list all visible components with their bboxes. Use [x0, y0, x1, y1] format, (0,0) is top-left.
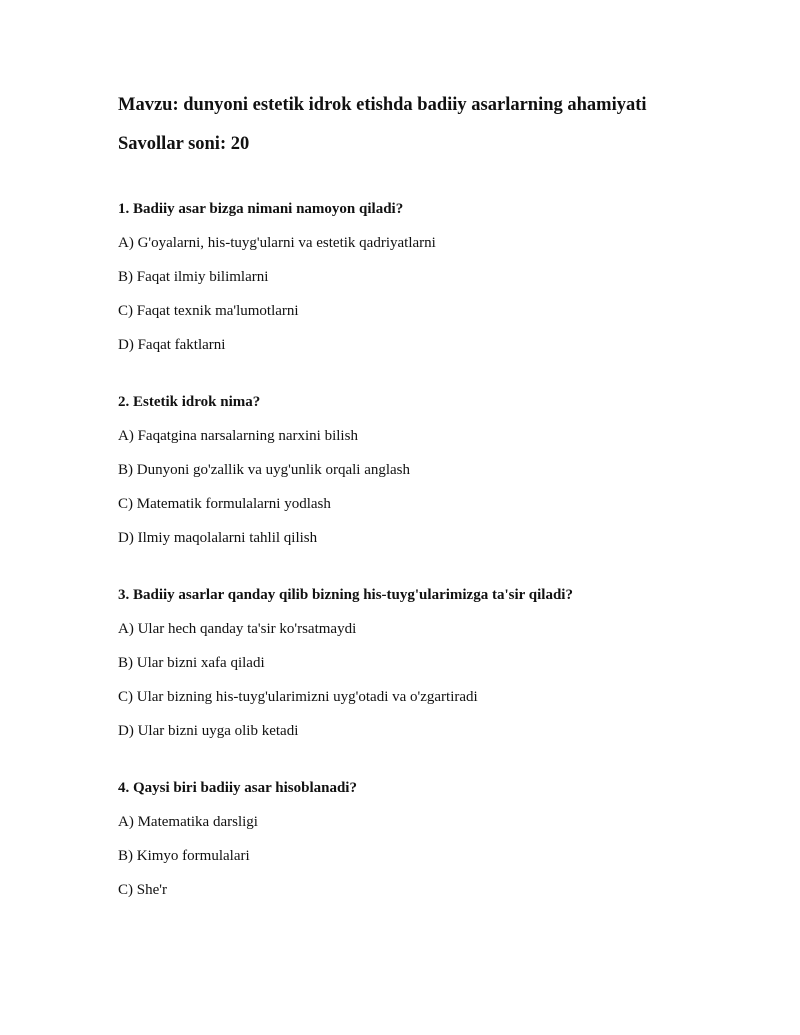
question-count: Savollar soni: 20	[118, 134, 250, 154]
question-1	[118, 199, 758, 355]
answer-option-b: B) Ular bizni xafa qiladi	[118, 655, 265, 671]
question-text: 3. Badiiy asarlar qanday qilib bizning his-tuyg'ularimizga ta'sir qiladi?	[118, 587, 573, 603]
answer-option-a: A) Ular hech qanday ta'sir ko'rsatmaydi	[118, 621, 357, 637]
answer-option-a: A) G'oyalarni, his-tuyg'ularni va estetik qadriyatlarni	[118, 235, 436, 251]
answer-option-c: C) Faqat texnik ma'lumotlarni	[118, 303, 299, 319]
answer-option-b: B) Kimyo formulalari	[118, 848, 250, 864]
question-text: 4. Qaysi biri badiiy asar hisoblanadi?	[118, 780, 357, 796]
question-text: 2. Estetik idrok nima?	[118, 394, 261, 410]
answer-option-c: C) Ular bizning his-tuyg'ularimizni uyg'otadi va o'zgartiradi	[118, 689, 478, 705]
question-4	[118, 778, 758, 900]
answer-option-d: D) Faqat faktlarni	[118, 337, 226, 353]
answer-option-b: B) Faqat ilmiy bilimlarni	[118, 269, 269, 285]
answer-option-d: D) Ilmiy maqolalarni tahlil qilish	[118, 530, 318, 546]
answer-option-a: A) Matematika darsligi	[118, 814, 258, 830]
document-title: Mavzu: dunyoni estetik idrok etishda badiiy asarlarning ahamiyati	[118, 95, 647, 115]
question-3	[118, 585, 758, 741]
answer-option-a: A) Faqatgina narsalarning narxini bilish	[118, 428, 358, 444]
answer-option-c: C) Matematik formulalarni yodlash	[118, 496, 331, 512]
question-list	[118, 199, 758, 900]
question-text: 1. Badiiy asar bizga nimani namoyon qiladi?	[118, 201, 404, 217]
document-content	[118, 93, 758, 937]
answer-option-d: D) Ular bizni uyga olib ketadi	[118, 723, 299, 739]
answer-option-b: B) Dunyoni go'zallik va uyg'unlik orqali anglash	[118, 462, 411, 478]
question-2	[118, 392, 758, 548]
answer-option-c: C) She'r	[118, 882, 167, 898]
